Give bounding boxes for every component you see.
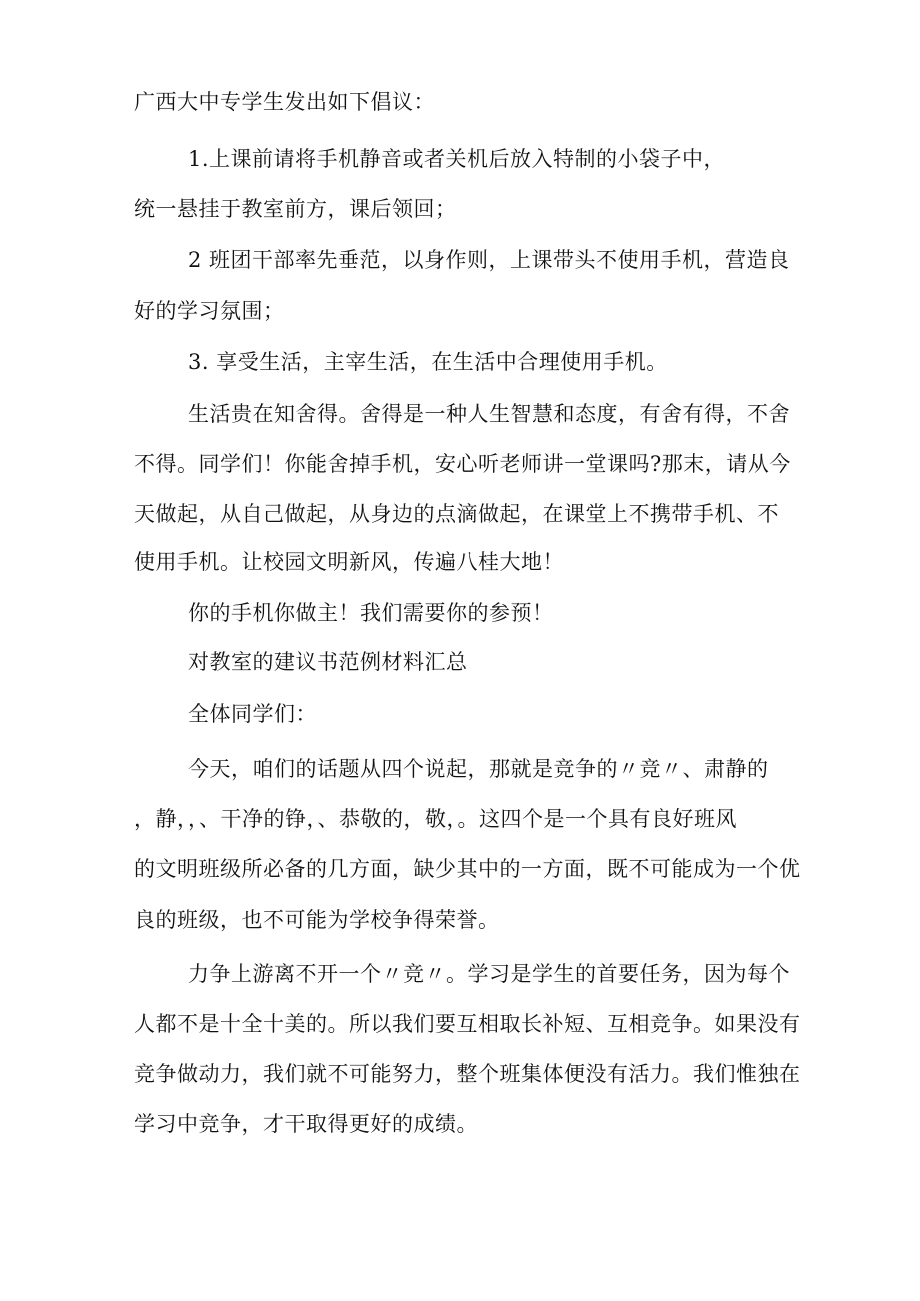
- text-line: 统一悬挂于教室前方，课后领回；: [134, 197, 457, 221]
- text-line: 1.上课前请将手机静音或者关机后放入特制的小袋子中，: [188, 147, 726, 171]
- text-line: 生活贵在知舍得。舍得是一种人生智慧和态度，有舍有得，不舍: [188, 402, 790, 426]
- text-line: 3. 享受生活，主宰生活，在生活中合理使用手机。: [188, 350, 668, 374]
- text-line: 使用手机。让校园文明新风，传遍八桂大地！: [134, 550, 564, 574]
- text-line: 不得。同学们！你能舍掉手机，安心听老师讲一堂课吗?那末，请从今: [134, 452, 791, 476]
- section-title: 对教室的建议书范例材料汇总: [188, 650, 468, 674]
- text-line: 好的学习氛围；: [134, 299, 285, 323]
- text-line: 竞争做动力，我们就不可能努力，整个班集体便没有活力。我们惟独在: [134, 1062, 801, 1086]
- text-line: 学习中竞争，才干取得更好的成绩。: [134, 1112, 478, 1136]
- text-line: 你的手机你做主！我们需要你的参预！: [188, 601, 554, 625]
- text-line: ，静，，、干净的铮，、恭敬的，敬，。这四个是一个具有良好班风: [134, 807, 737, 831]
- text-line: 力争上游离不开一个〃竞〃。学习是学生的首要任务，因为每个: [188, 962, 790, 986]
- text-line: 今天，咱们的话题从四个说起，那就是竞争的〃竞〃、肃静的: [188, 757, 769, 781]
- text-line: 天做起，从自己做起，从身边的点滴做起，在课堂上不携带手机、不: [134, 502, 779, 526]
- text-line: 2 班团干部率先垂范，以身作则，上课带头不使用手机，营造良: [188, 248, 790, 272]
- text-line: 良的班级，也不可能为学校争得荣誉。: [134, 908, 500, 932]
- text-line: 的文明班级所必备的几方面，缺少其中的一方面，既不可能成为一个优: [134, 857, 801, 881]
- salutation: 全体同学们：: [188, 702, 317, 726]
- text-line: 人都不是十全十美的。所以我们要互相取长补短、互相竞争。如果没有: [134, 1012, 801, 1036]
- text-line: 广西大中专学生发出如下倡议：: [134, 90, 435, 114]
